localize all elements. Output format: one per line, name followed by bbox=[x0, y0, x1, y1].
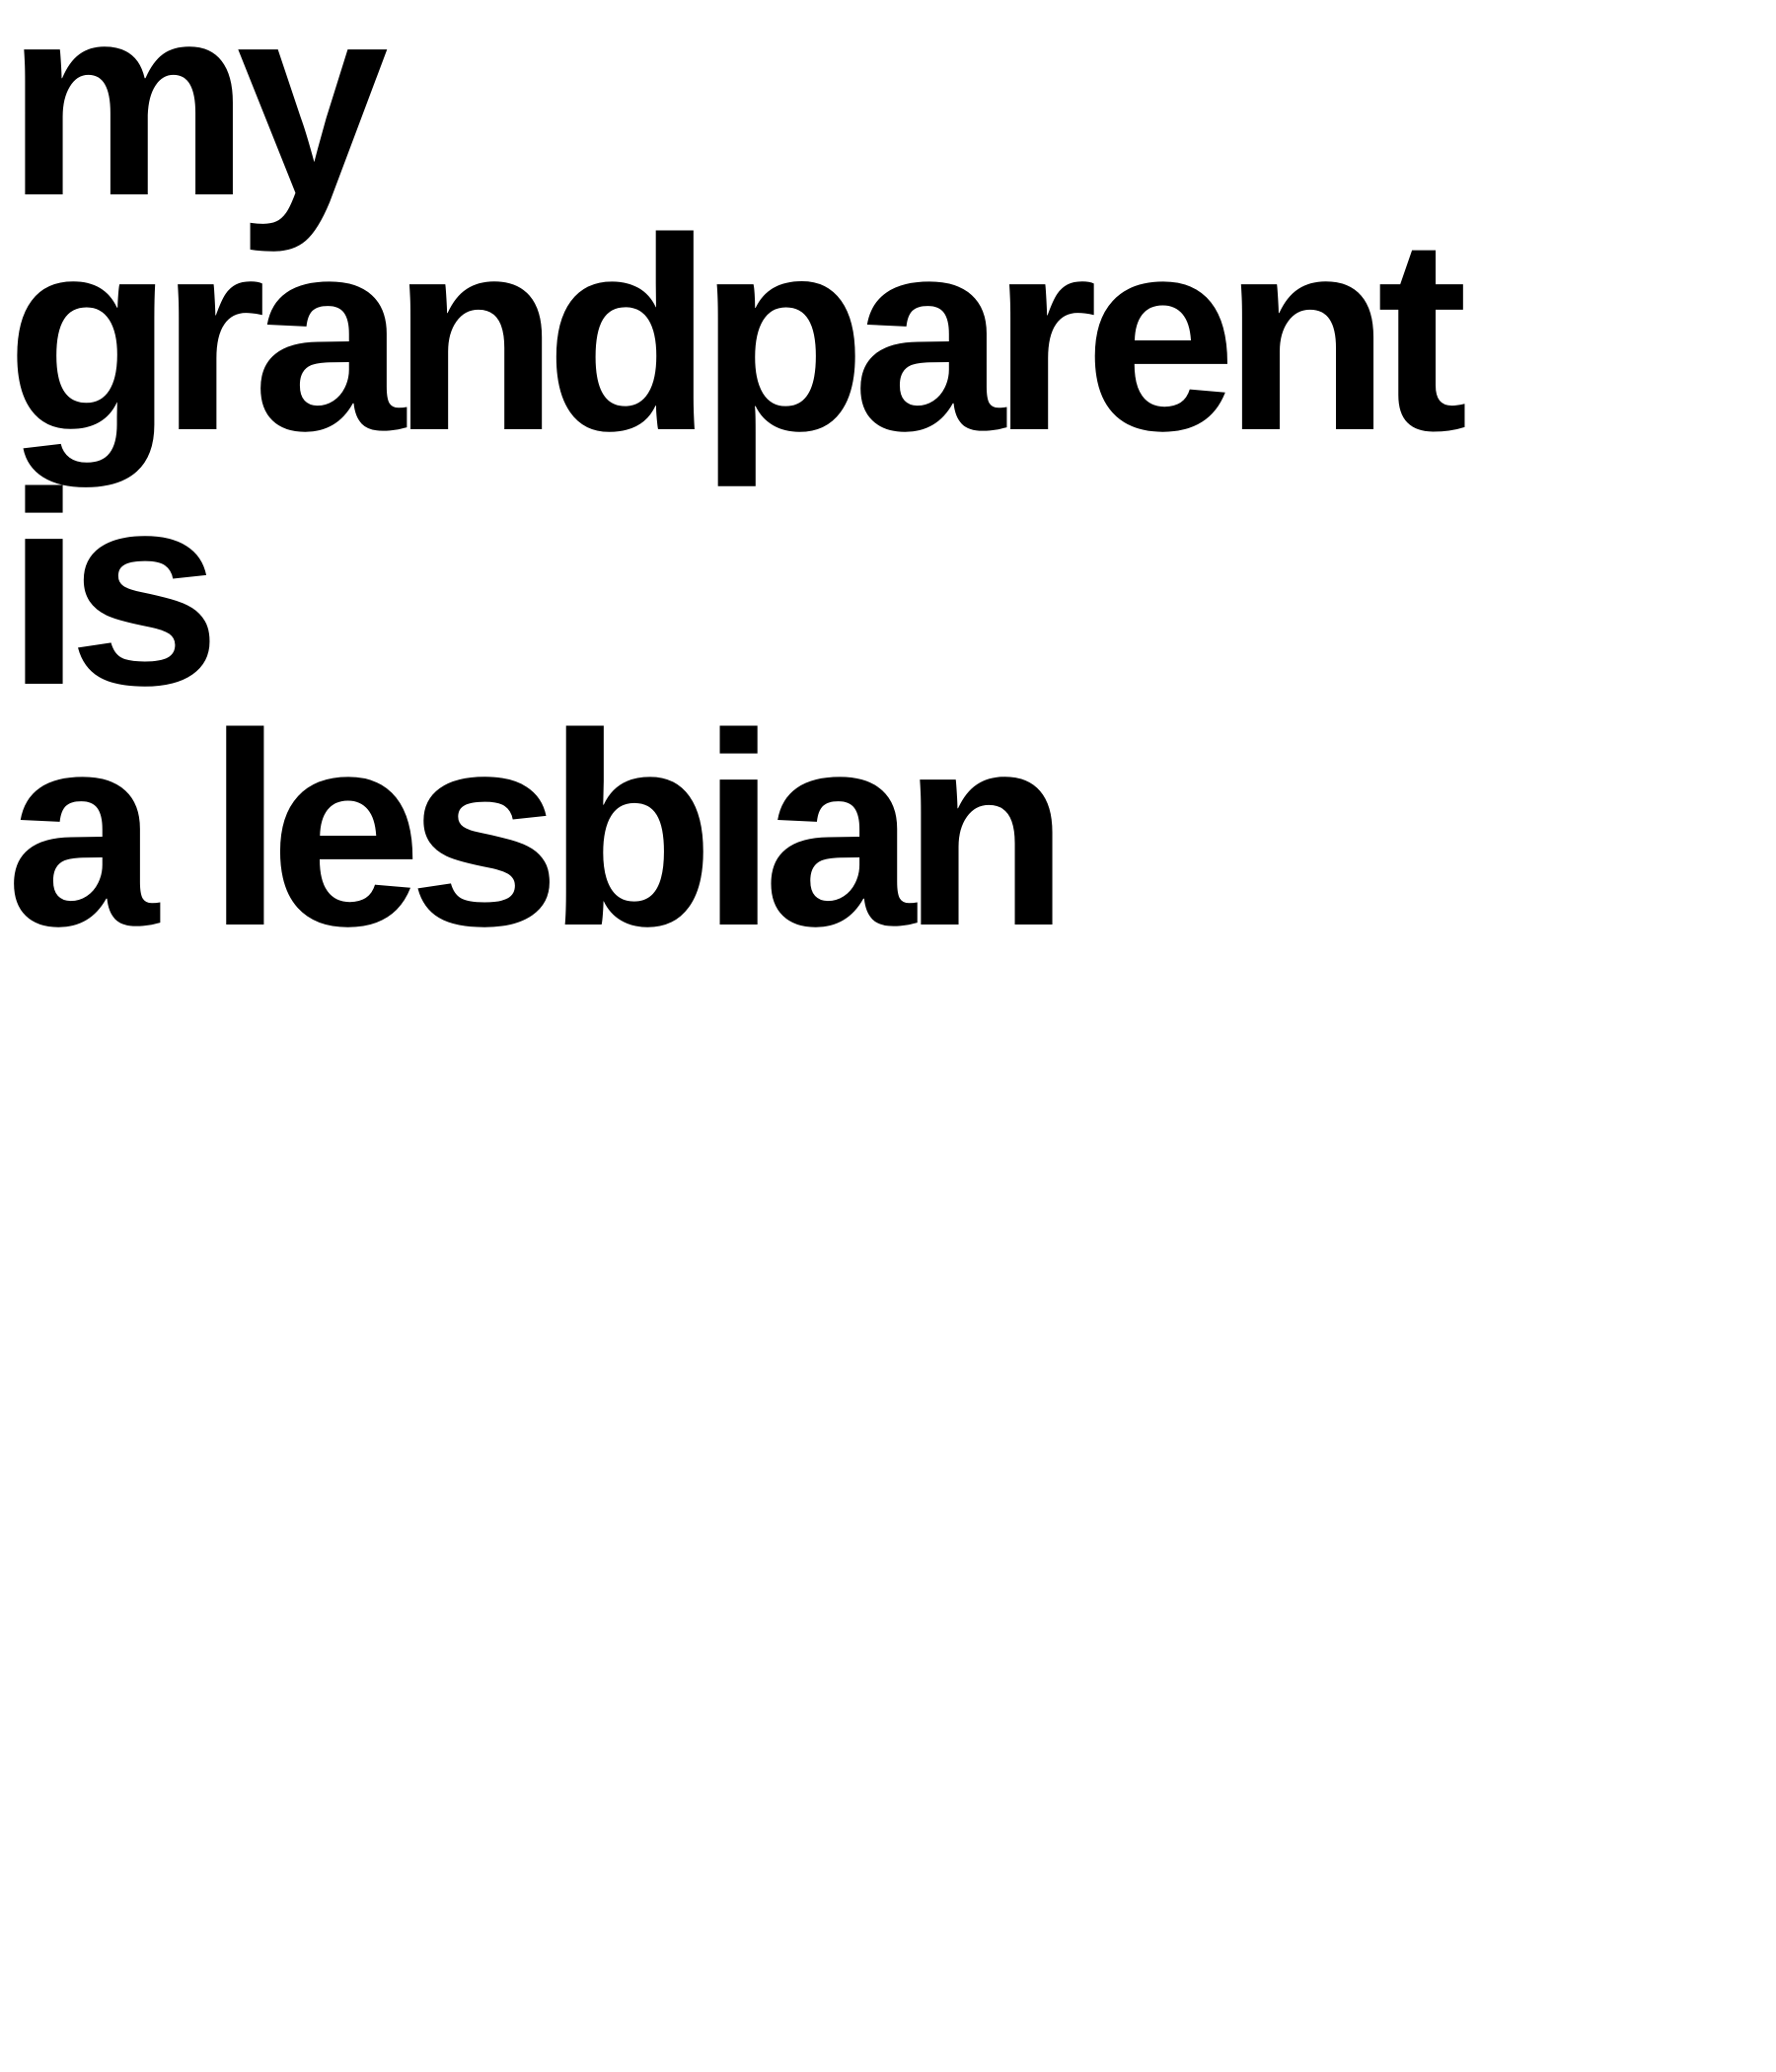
headline-line-1: my bbox=[6, 0, 375, 253]
headline-line-3: is bbox=[6, 435, 207, 742]
headline-line-2: grandparent bbox=[6, 181, 1454, 487]
headline-line-4: a lesbian bbox=[6, 676, 1056, 983]
